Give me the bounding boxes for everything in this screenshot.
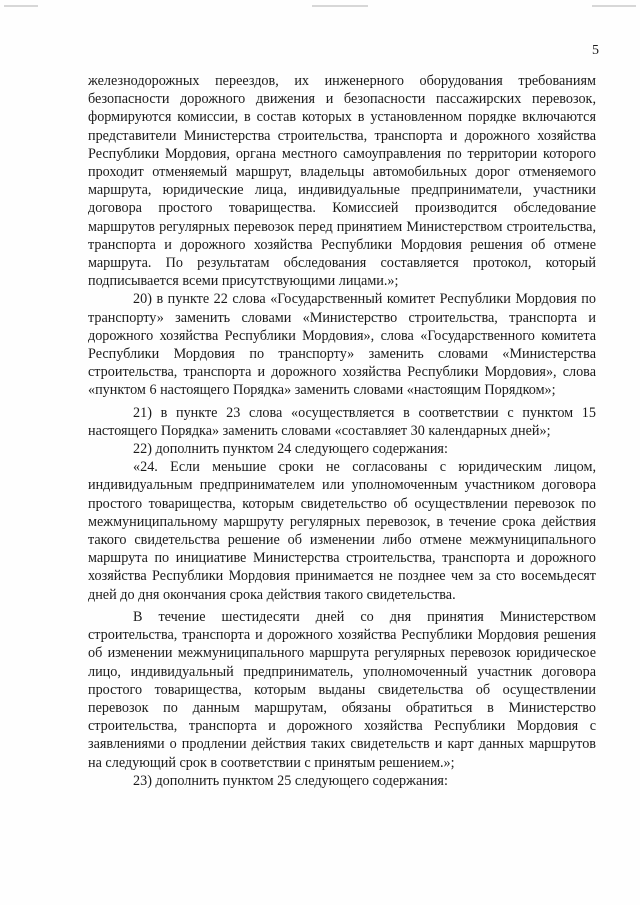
- document-body: [88, 72, 596, 790]
- paragraph-item-23: 23) дополнить пунктом 25 следующего содержания:: [133, 772, 448, 789]
- paragraph-item-22: 22) дополнить пунктом 24 следующего содержания:: [133, 441, 448, 458]
- paragraph-item-21: 21) в пункте 23 слова «осуществляется в соответствии с пунктом 15 настоящего Порядка» заменить словами «составляет 30 календарных дней»;: [88, 404, 596, 439]
- scan-artifact-left: [4, 5, 38, 7]
- paragraph-continuation: железнодорожных переездов, их инженерного оборудования требованиям безопасности дорожного движения и безопасности пассажирских перевозок, формируются комиссии, в состав которых в установленном порядке включаются представители Министерства строительства, транспорта и дорожного хозяйства Республики Мордовия, органа местного самоуправления по территории которого проходит отменяемый маршрут, владельцы автомобильных дорог отменяемого маршрута, юридические лица, индивидуальные предприниматели, участники договора простого товарищества. Комиссией производится обследование маршрутов регулярных перевозок перед принятием Министерством строительства, транспорта и дорожного хозяйства Республики Мордовия решения об отмене маршрута. По результатам обследования составляется протокол, который подписывается всеми присутствующими лицами.»;: [88, 73, 596, 290]
- scan-artifact-center: [312, 5, 368, 7]
- paragraph-item-20: 20) в пункте 22 слова «Государственный комитет Республики Мордовия по транспорту» заменить словами «Министерство строительства, транспорта и дорожного хозяйства Республики Мордовия», слова «Государственного комитета Республики Мордовия по транспорту» заменить словами «Министерства строительства, транспорта и дорожного хозяйства Республики Мордовия», слова «пунктом 6 настоящего Порядка» заменить словами «настоящим Порядком»;: [88, 291, 596, 399]
- scan-artifact-right: [592, 5, 636, 7]
- page-number: 5: [592, 43, 599, 58]
- paragraph-point-24: «24. Если меньшие сроки не согласованы с юридическим лицом, индивидуальным предпринимателем или уполномоченным участником договора простого товарищества, которым свидетельство об осуществлении перевозок по межмуниципальному маршруту регулярных перевозок, в течение срока действия такого свидетельства решение об изменении либо отмене межмуниципального маршрута по инициативе Министерства строительства, транспорта и дорожного хозяйства Республики Мордовия принимается не позднее чем за сто восемьдесят дней до дня окончания срока действия такого свидетельства.: [88, 459, 596, 603]
- paragraph-point-24-second: В течение шестидесяти дней со дня принятия Министерством строительства, транспорта и дорожного хозяйства Республики Мордовия решения об изменении межмуниципального маршрута регулярных перевозок юридическое лицо, индивидуальный предприниматель, уполномоченный участник договора простого товарищества, которым выданы свидетельства об осуществлении перевозок по данным маршрутам, обязаны обратиться в Министерство строительства, транспорта и дорожного хозяйства Республики Мордовия с заявлениями о продлении действия таких свидетельств и карт данных маршрутов на следующий срок в соответствии с принятым решением.»;: [88, 608, 596, 771]
